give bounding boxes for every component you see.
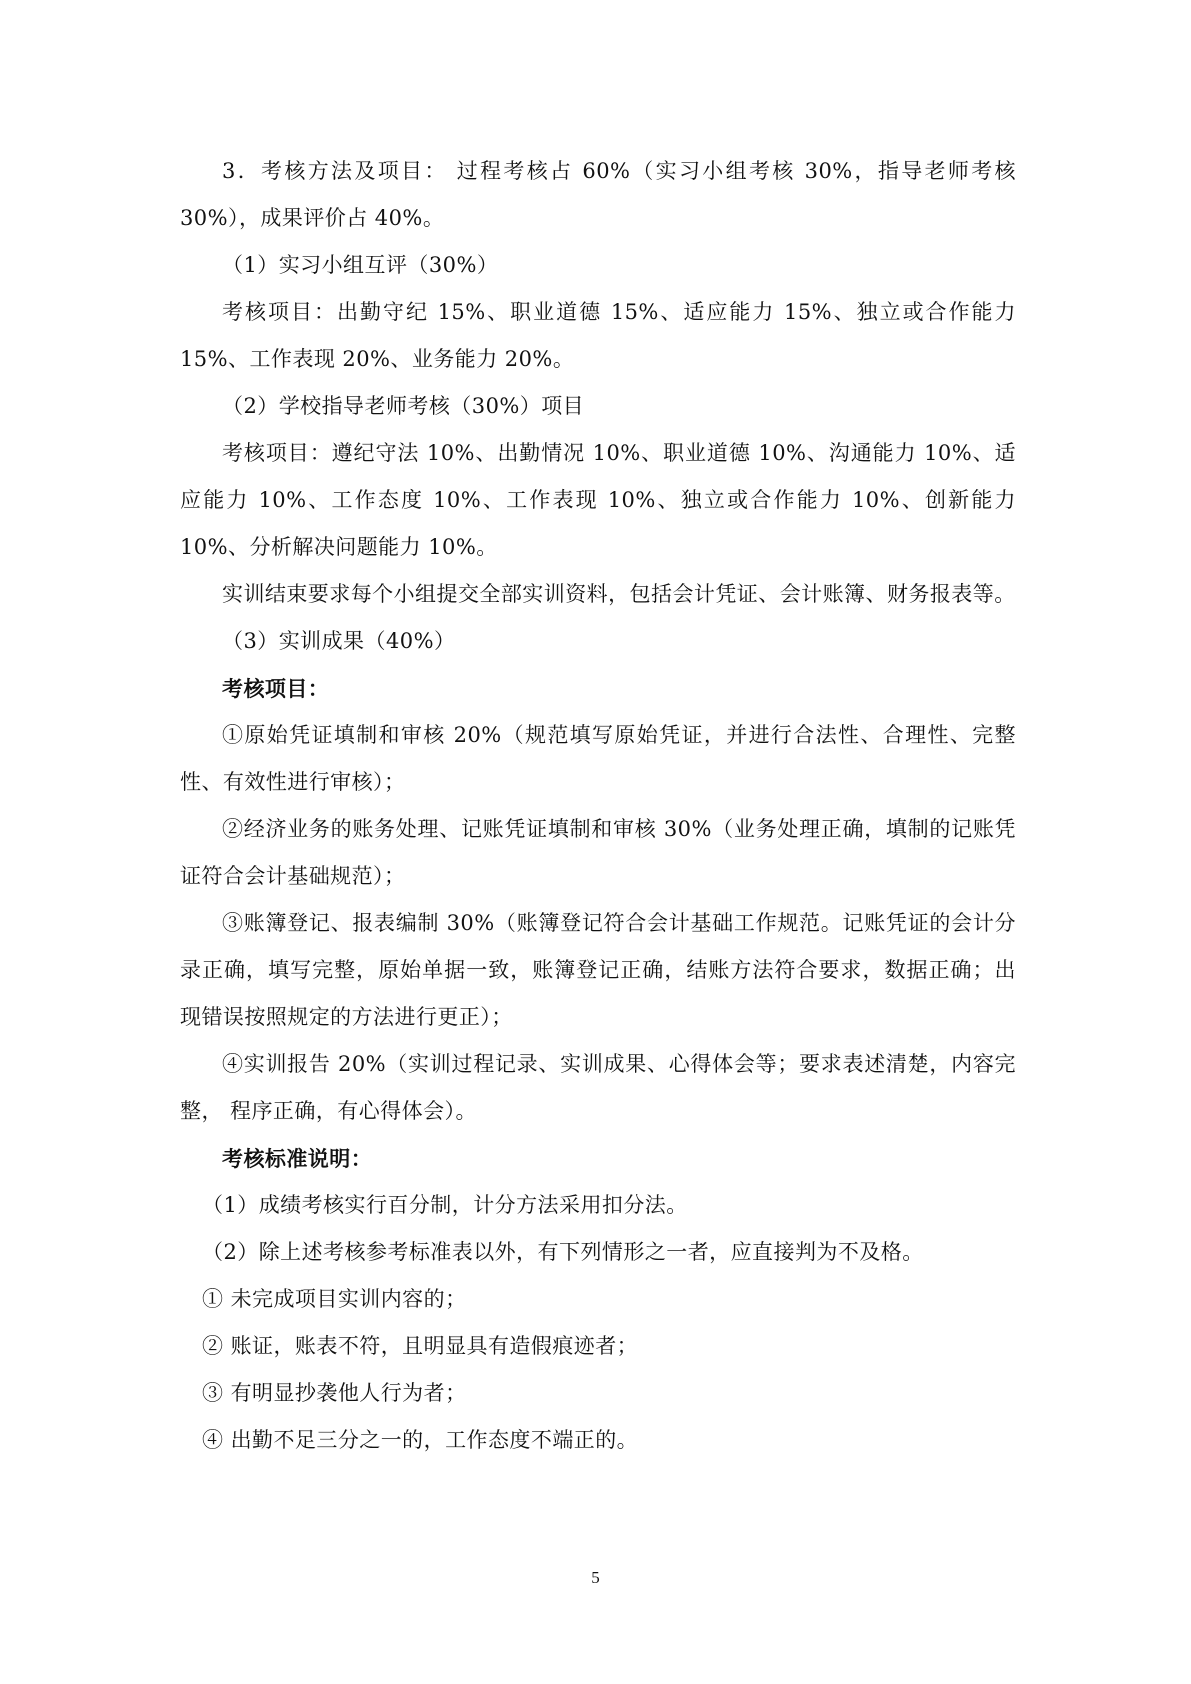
fail-condition-2: ② 账证，账表不符，且明显具有造假痕迹者； — [202, 1334, 639, 1358]
fail-condition-1: ① 未完成项目实训内容的； — [202, 1287, 467, 1311]
document-body — [180, 148, 1016, 1464]
section-3-heading: （3）实训成果（40%） — [222, 629, 456, 653]
item-4-paragraph: ④实训报告 20%（实训过程记录、实训成果、心得体会等；要求表述清楚，内容完整， 程序正确，有心得体会）。 — [180, 1052, 1016, 1123]
item-3-paragraph: ③账簿登记、报表编制 30%（账簿登记符合会计基础工作规范。记账凭证的会计分录正确，填写完整，原始单据一致，账簿登记正确，结账方法符合要求，数据正确；出现错误按照规定的方法进行更正）； — [180, 911, 1016, 1029]
page-number: 5 — [591, 1568, 600, 1587]
assessment-method-paragraph: 3．考核方法及项目： 过程考核占 60%（实习小组考核 30%，指导老师考核 30%），成果评价占 40%。 — [180, 159, 1016, 230]
section-1-heading: （1）实习小组互评（30%） — [222, 253, 499, 277]
item-1-paragraph: ①原始凭证填制和审核 20%（规范填写原始凭证，并进行合法性、合理性、完整性、有效性进行审核）； — [180, 723, 1016, 794]
fail-condition-4: ④ 出勤不足三分之一的，工作态度不端正的。 — [202, 1428, 639, 1452]
fail-condition-3: ③ 有明显抄袭他人行为者； — [202, 1381, 467, 1405]
item-2-paragraph: ②经济业务的账务处理、记账凭证填制和审核 30%（业务处理正确，填制的记账凭证符合会计基础规范）； — [180, 817, 1016, 888]
items-heading: 考核项目： — [222, 676, 330, 701]
submission-paragraph: 实训结束要求每个小组提交全部实训资料，包括会计凭证、会计账簿、财务报表等。 — [222, 582, 1016, 606]
section-2-items-paragraph: 考核项目：遵纪守法 10%、出勤情况 10%、职业道德 10%、沟通能力 10%、适应能力 10%、工作态度 10%、工作表现 10%、独立或合作能力 10%、创新能力 10%、分析解决问题能力 10%。 — [180, 441, 1016, 559]
section-1-items-paragraph: 考核项目：出勤守纪 15%、职业道德 15%、适应能力 15%、独立或合作能力 15%、工作表现 20%、业务能力 20%。 — [180, 300, 1016, 371]
standard-1-paragraph: （1）成绩考核实行百分制，计分方法采用扣分法。 — [202, 1193, 688, 1217]
section-2-heading: （2）学校指导老师考核（30%）项目 — [222, 394, 585, 418]
standard-heading: 考核标准说明： — [222, 1146, 373, 1171]
standard-2-paragraph: （2）除上述考核参考标准表以外，有下列情形之一者，应直接判为不及格。 — [202, 1240, 924, 1264]
